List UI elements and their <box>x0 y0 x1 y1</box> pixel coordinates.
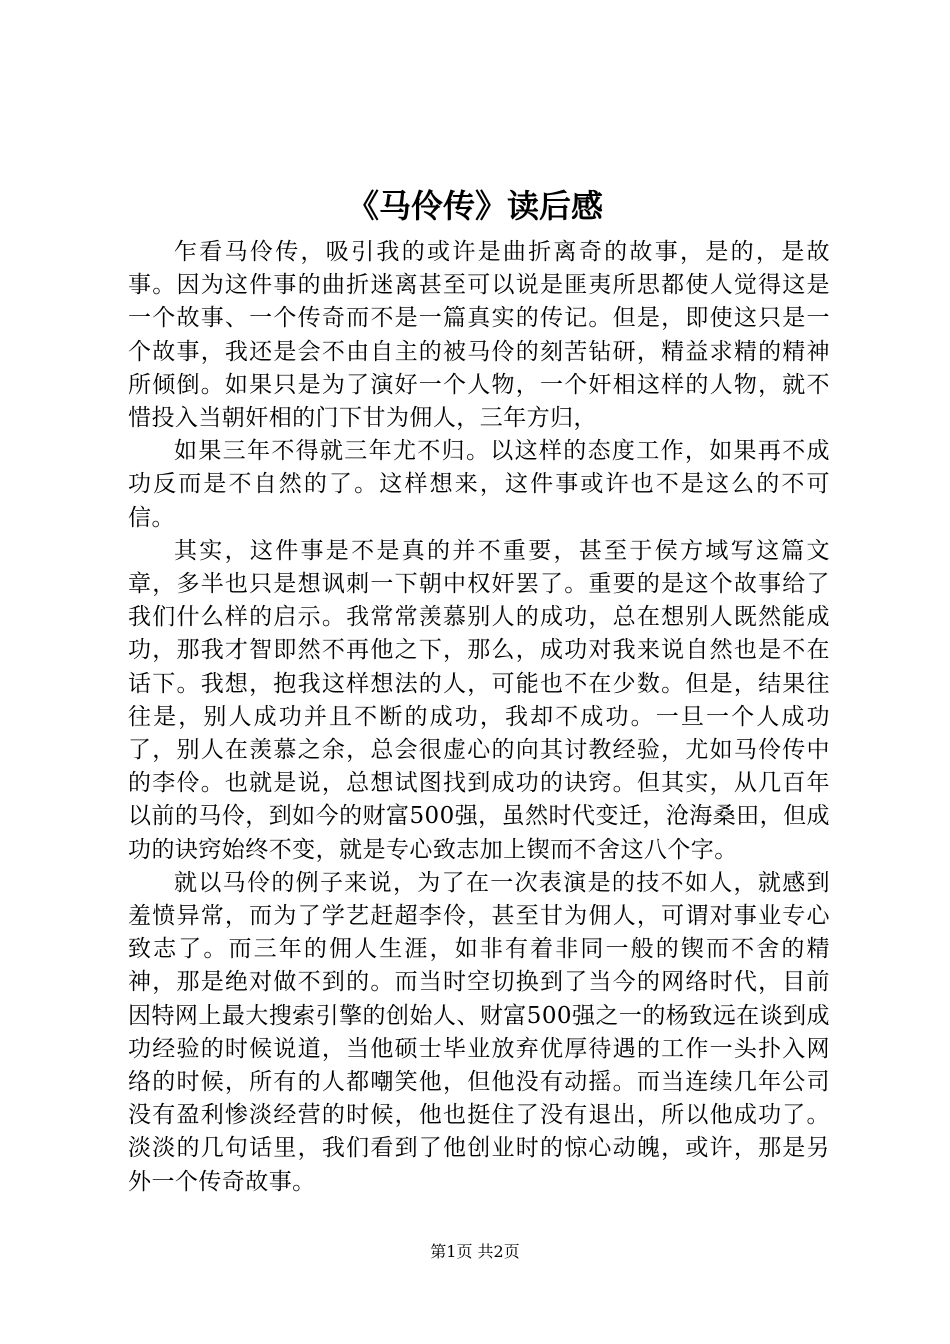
paragraph-3: 其实，这件事是不是真的并不重要，甚至于侯方域写这篇文章，多半也只是想讽刺一下朝中权奸罢了。重要的是这个故事给了我们什么样的启示。我常常羡慕别人的成功，总在想别人既然能成功，那我才智即然不再他之下，那么，成功对我来说自然也是不在话下。我想，抱我这样想法的人，可能也不在少数。但是，结果往往是，别人成功并且不断的成功，我却不成功。一旦一个人成功了，别人在羡慕之余，总会很虚心的向其讨教经验，尤如马伶传中的李伶。也就是说，总想试图找到成功的诀窍。但其实，从几百年以前的马伶，到如今的财富500强，虽然时代变迁，沧海桑田，但成功的诀窍始终不变，就是专心致志加上锲而不舍这八个字。 <box>128 537 830 863</box>
paragraph-1: 乍看马伶传，吸引我的或许是曲折离奇的故事，是的，是故事。因为这件事的曲折迷离甚至可以说是匪夷所思都使人觉得这是一个故事、一个传奇而不是一篇真实的传记。但是，即使这只是一个故事，我还是会不由自主的被马伶的刻苦钻研，精益求精的精神所倾倒。如果只是为了演好一个人物，一个奸相这样的人物，就不惜投入当朝奸相的门下甘为佣人，三年方归， <box>128 239 830 432</box>
page-number-footer: 第1页 共2页 <box>430 1242 520 1261</box>
document-title: 《马伶传》读后感 <box>346 187 603 225</box>
paragraph-2: 如果三年不得就三年尤不归。以这样的态度工作，如果再不成功反而是不自然的了。这样想来，这件事或许也不是这么的不可信。 <box>128 438 830 531</box>
document-body <box>128 236 830 1199</box>
paragraph-4: 就以马伶的例子来说，为了在一次表演是的技不如人，就感到羞愤异常，而为了学艺赶超李伶，甚至甘为佣人，可谓对事业专心致志了。而三年的佣人生涯，如非有着非同一般的锲而不舍的精神，那是绝对做不到的。而当时空切换到了当今的网络时代，目前因特网上最大搜索引擎的创始人、财富500强之一的杨致远在谈到成功经验的时候说道，当他硕士毕业放弃优厚待遇的工作一头扑入网络的时候，所有的人都嘲笑他，但他没有动摇。而当连续几年公司没有盈利惨淡经营的时候，他也挺住了没有退出，所以他成功了。淡淡的几句话里，我们看到了他创业时的惊心动魄，或许，那是另外一个传奇故事。 <box>128 869 830 1195</box>
